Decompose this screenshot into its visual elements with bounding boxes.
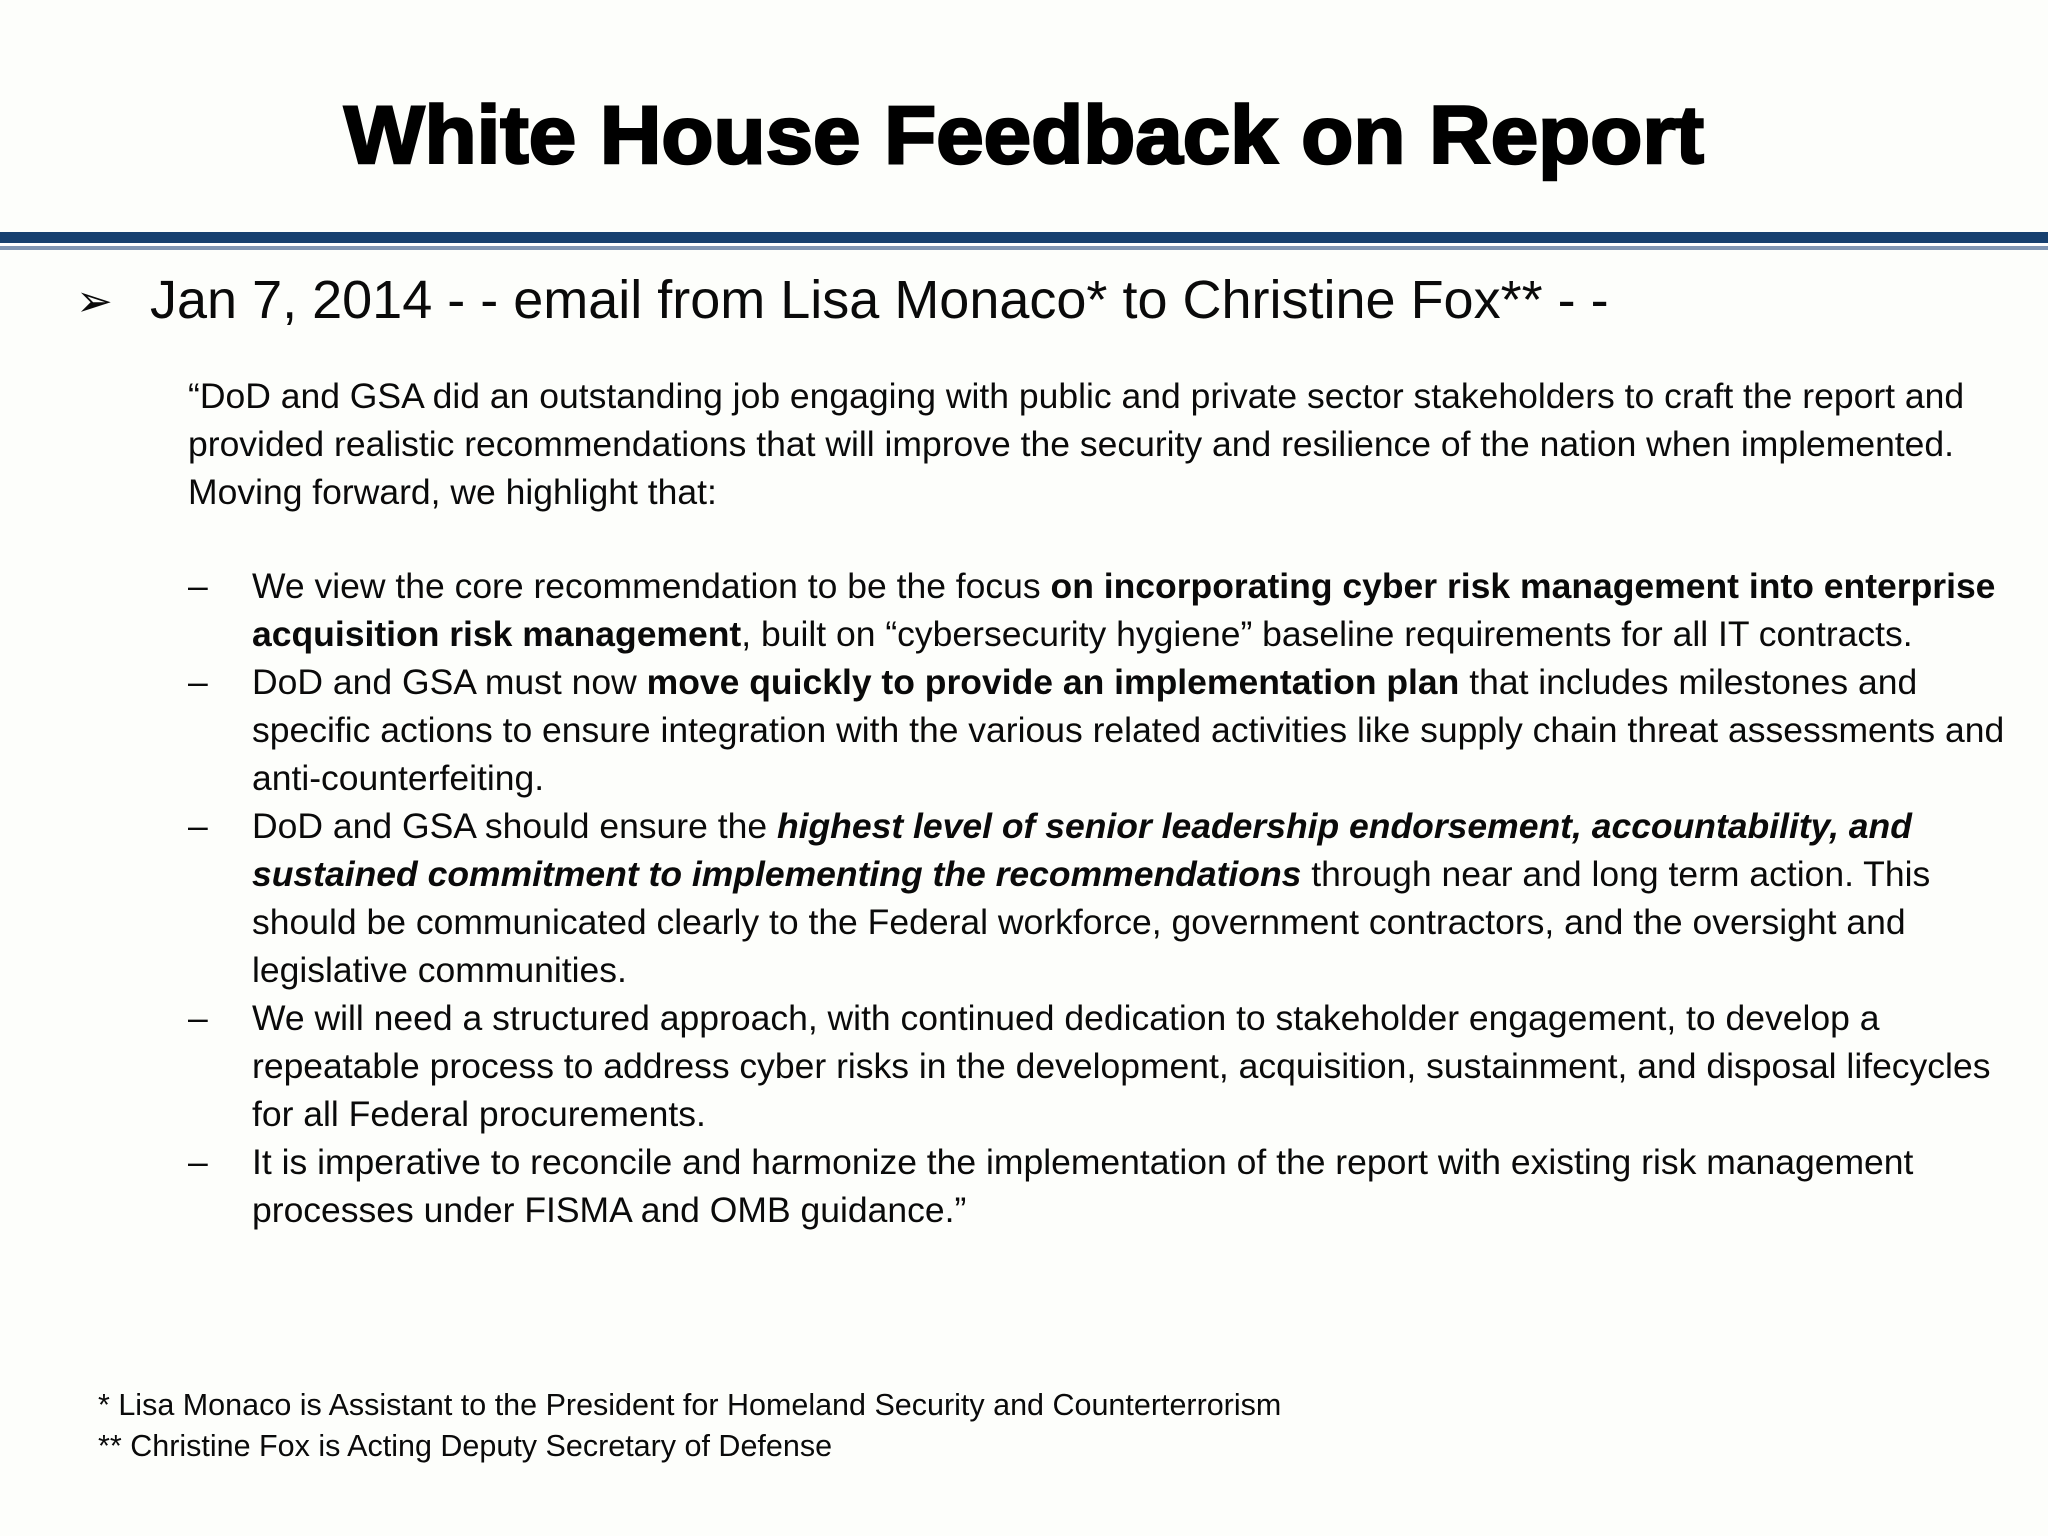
dash-bullet: –: [188, 662, 208, 702]
recommendation-item: [188, 1138, 2008, 1234]
recommendation-item: [188, 802, 2008, 994]
dash-bullet: –: [188, 1142, 208, 1182]
email-headline-text: Jan 7, 2014 - - email from Lisa Monaco* to Christine Fox** - -: [150, 270, 1609, 330]
quote-intro: “DoD and GSA did an outstanding job engaging with public and private sector stakeholders to craft the report and provided realistic recommendations that will improve the security and resilience of the nation when implemented. Moving forward, we highlight that:: [188, 376, 1965, 512]
recommendation-emphasis: highest level of senior leadership endorsement, accountability, and sustained commitment to implementing the recommendations: [252, 806, 1912, 894]
slide-title: White House Feedback on Report: [344, 90, 1704, 181]
footnote-monaco: * Lisa Monaco is Assistant to the President for Homeland Security and Counterterrorism: [98, 1388, 1282, 1422]
recommendation-item: [188, 658, 2008, 802]
dash-bullet: –: [188, 806, 208, 846]
recommendation-item: [188, 562, 2008, 658]
arrowhead-bullet-icon: ➢: [76, 276, 113, 327]
recommendation-text: through near and long term action. This should be communicated clearly to the Federal workforce, government contractors, and the oversight and legislative communities.: [252, 854, 1931, 990]
recommendation-text: that includes milestones and specific actions to ensure integration with the various related activities like supply chain threat assessments and anti-counterfeiting.: [252, 662, 2005, 798]
recommendation-text: DoD and GSA must now: [252, 662, 647, 702]
footnotes: [98, 1385, 1281, 1467]
recommendation-item: [188, 994, 2008, 1138]
footnote-fox: ** Christine Fox is Acting Deputy Secretary of Defense: [98, 1429, 833, 1463]
recommendation-list: [188, 562, 2008, 1234]
dash-bullet: –: [188, 998, 208, 1038]
recommendation-text: , built on “cybersecurity hygiene” baseline requirements for all IT contracts.: [741, 614, 1913, 654]
recommendation-text: We will need a structured approach, with continued dedication to stakeholder engagement, to develop a repeatable process to address cyber risks in the development, acquisition, sustainment, and disposal lifecycles for all Federal procurements.: [252, 998, 1991, 1134]
title-divider-dark: [0, 232, 2048, 243]
recommendation-text: DoD and GSA should ensure the: [252, 806, 777, 846]
recommendation-emphasis: move quickly to provide an implementation plan: [646, 662, 1460, 702]
title-divider-light: [0, 246, 2048, 250]
recommendation-emphasis: on incorporating cyber risk management into enterprise acquisition risk management: [252, 566, 1996, 654]
recommendation-text: We view the core recommendation to be the focus: [252, 566, 1051, 606]
email-headline: [76, 266, 2016, 336]
dash-bullet: –: [188, 566, 208, 606]
recommendation-text: It is imperative to reconcile and harmonize the implementation of the report with existing risk management processes under FISMA and OMB guidance.”: [252, 1142, 1914, 1230]
